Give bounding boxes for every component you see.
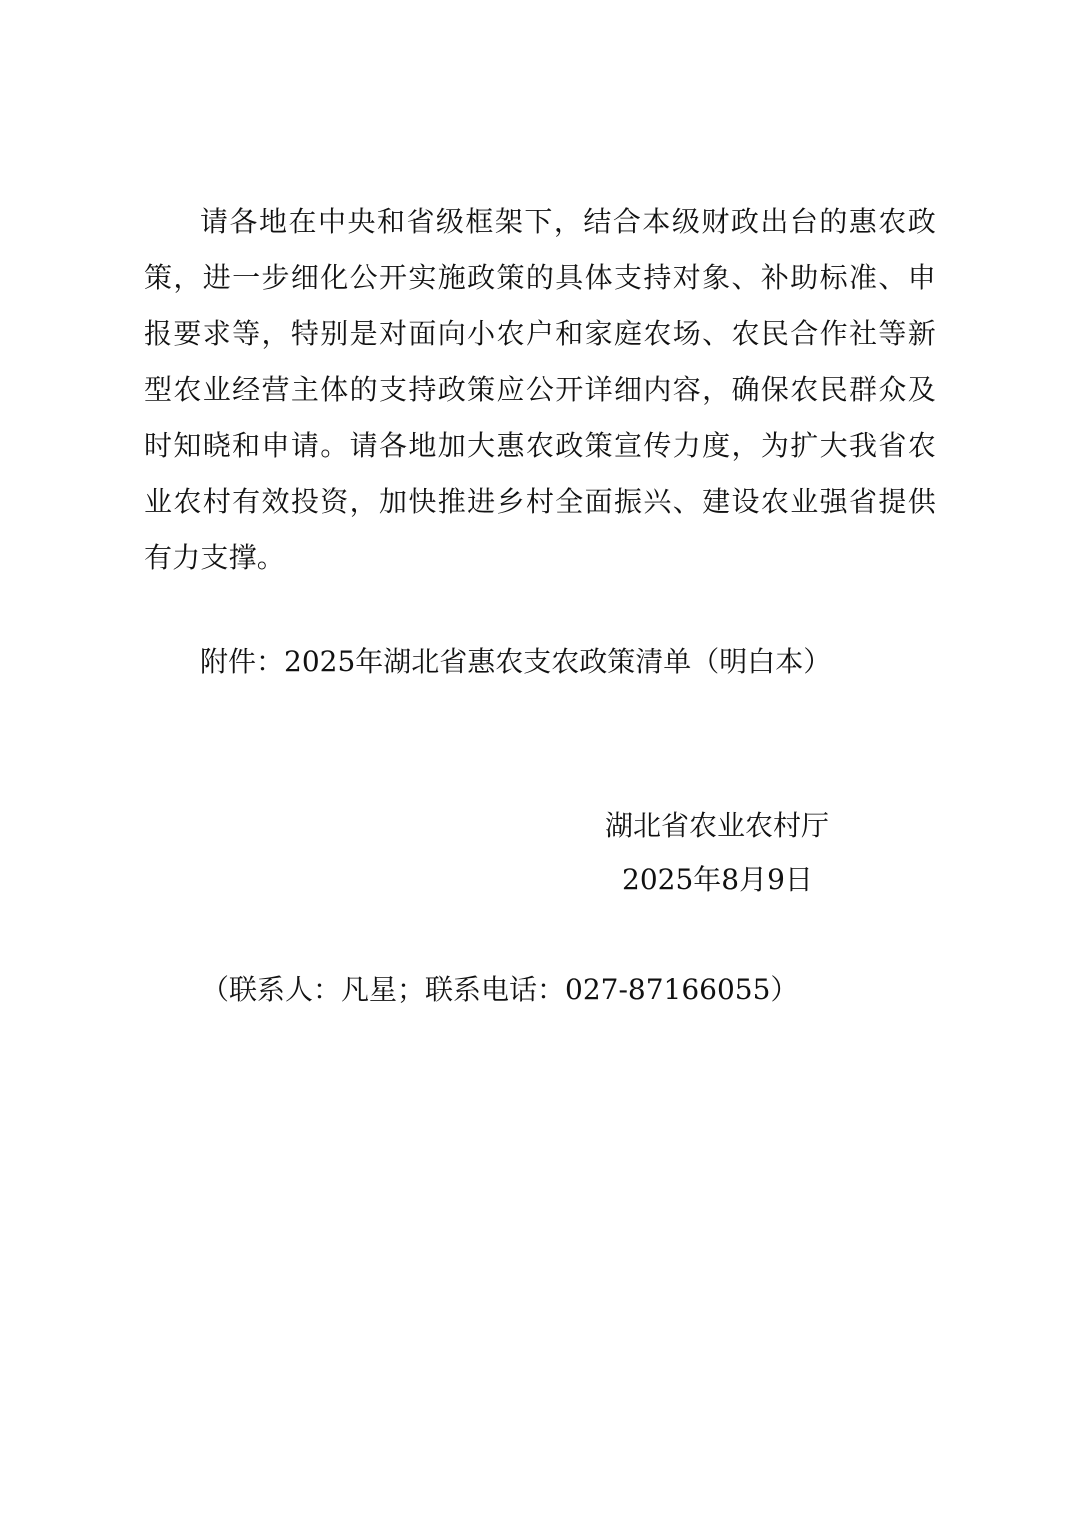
attachment-line: 附件：2025年湖北省惠农支农政策清单（明白本）: [200, 645, 832, 678]
paragraph-line-6: 业农村有效投资，加快推进乡村全面振兴、建设农业强省提供: [144, 485, 936, 518]
issue-date: 2025年8月9日: [622, 863, 813, 896]
paragraph-line-2: 策，进一步细化公开实施政策的具体支持对象、补助标准、申: [144, 261, 936, 294]
contact-info: （联系人：凡星；联系电话：027-87166055）: [201, 973, 799, 1006]
issuer-name: 湖北省农业农村厅: [605, 809, 830, 842]
paragraph-line-4: 型农业经营主体的支持政策应公开详细内容，确保农民群众及: [144, 373, 936, 406]
paragraph-line-7: 有力支撑。: [144, 541, 286, 574]
paragraph-line-3: 报要求等，特别是对面向小农户和家庭农场、农民合作社等新: [144, 317, 936, 350]
paragraph-line-1: 请各地在中央和省级框架下，结合本级财政出台的惠农政: [200, 205, 936, 238]
paragraph-line-5: 时知晓和申请。请各地加大惠农政策宣传力度，为扩大我省农: [144, 429, 936, 462]
